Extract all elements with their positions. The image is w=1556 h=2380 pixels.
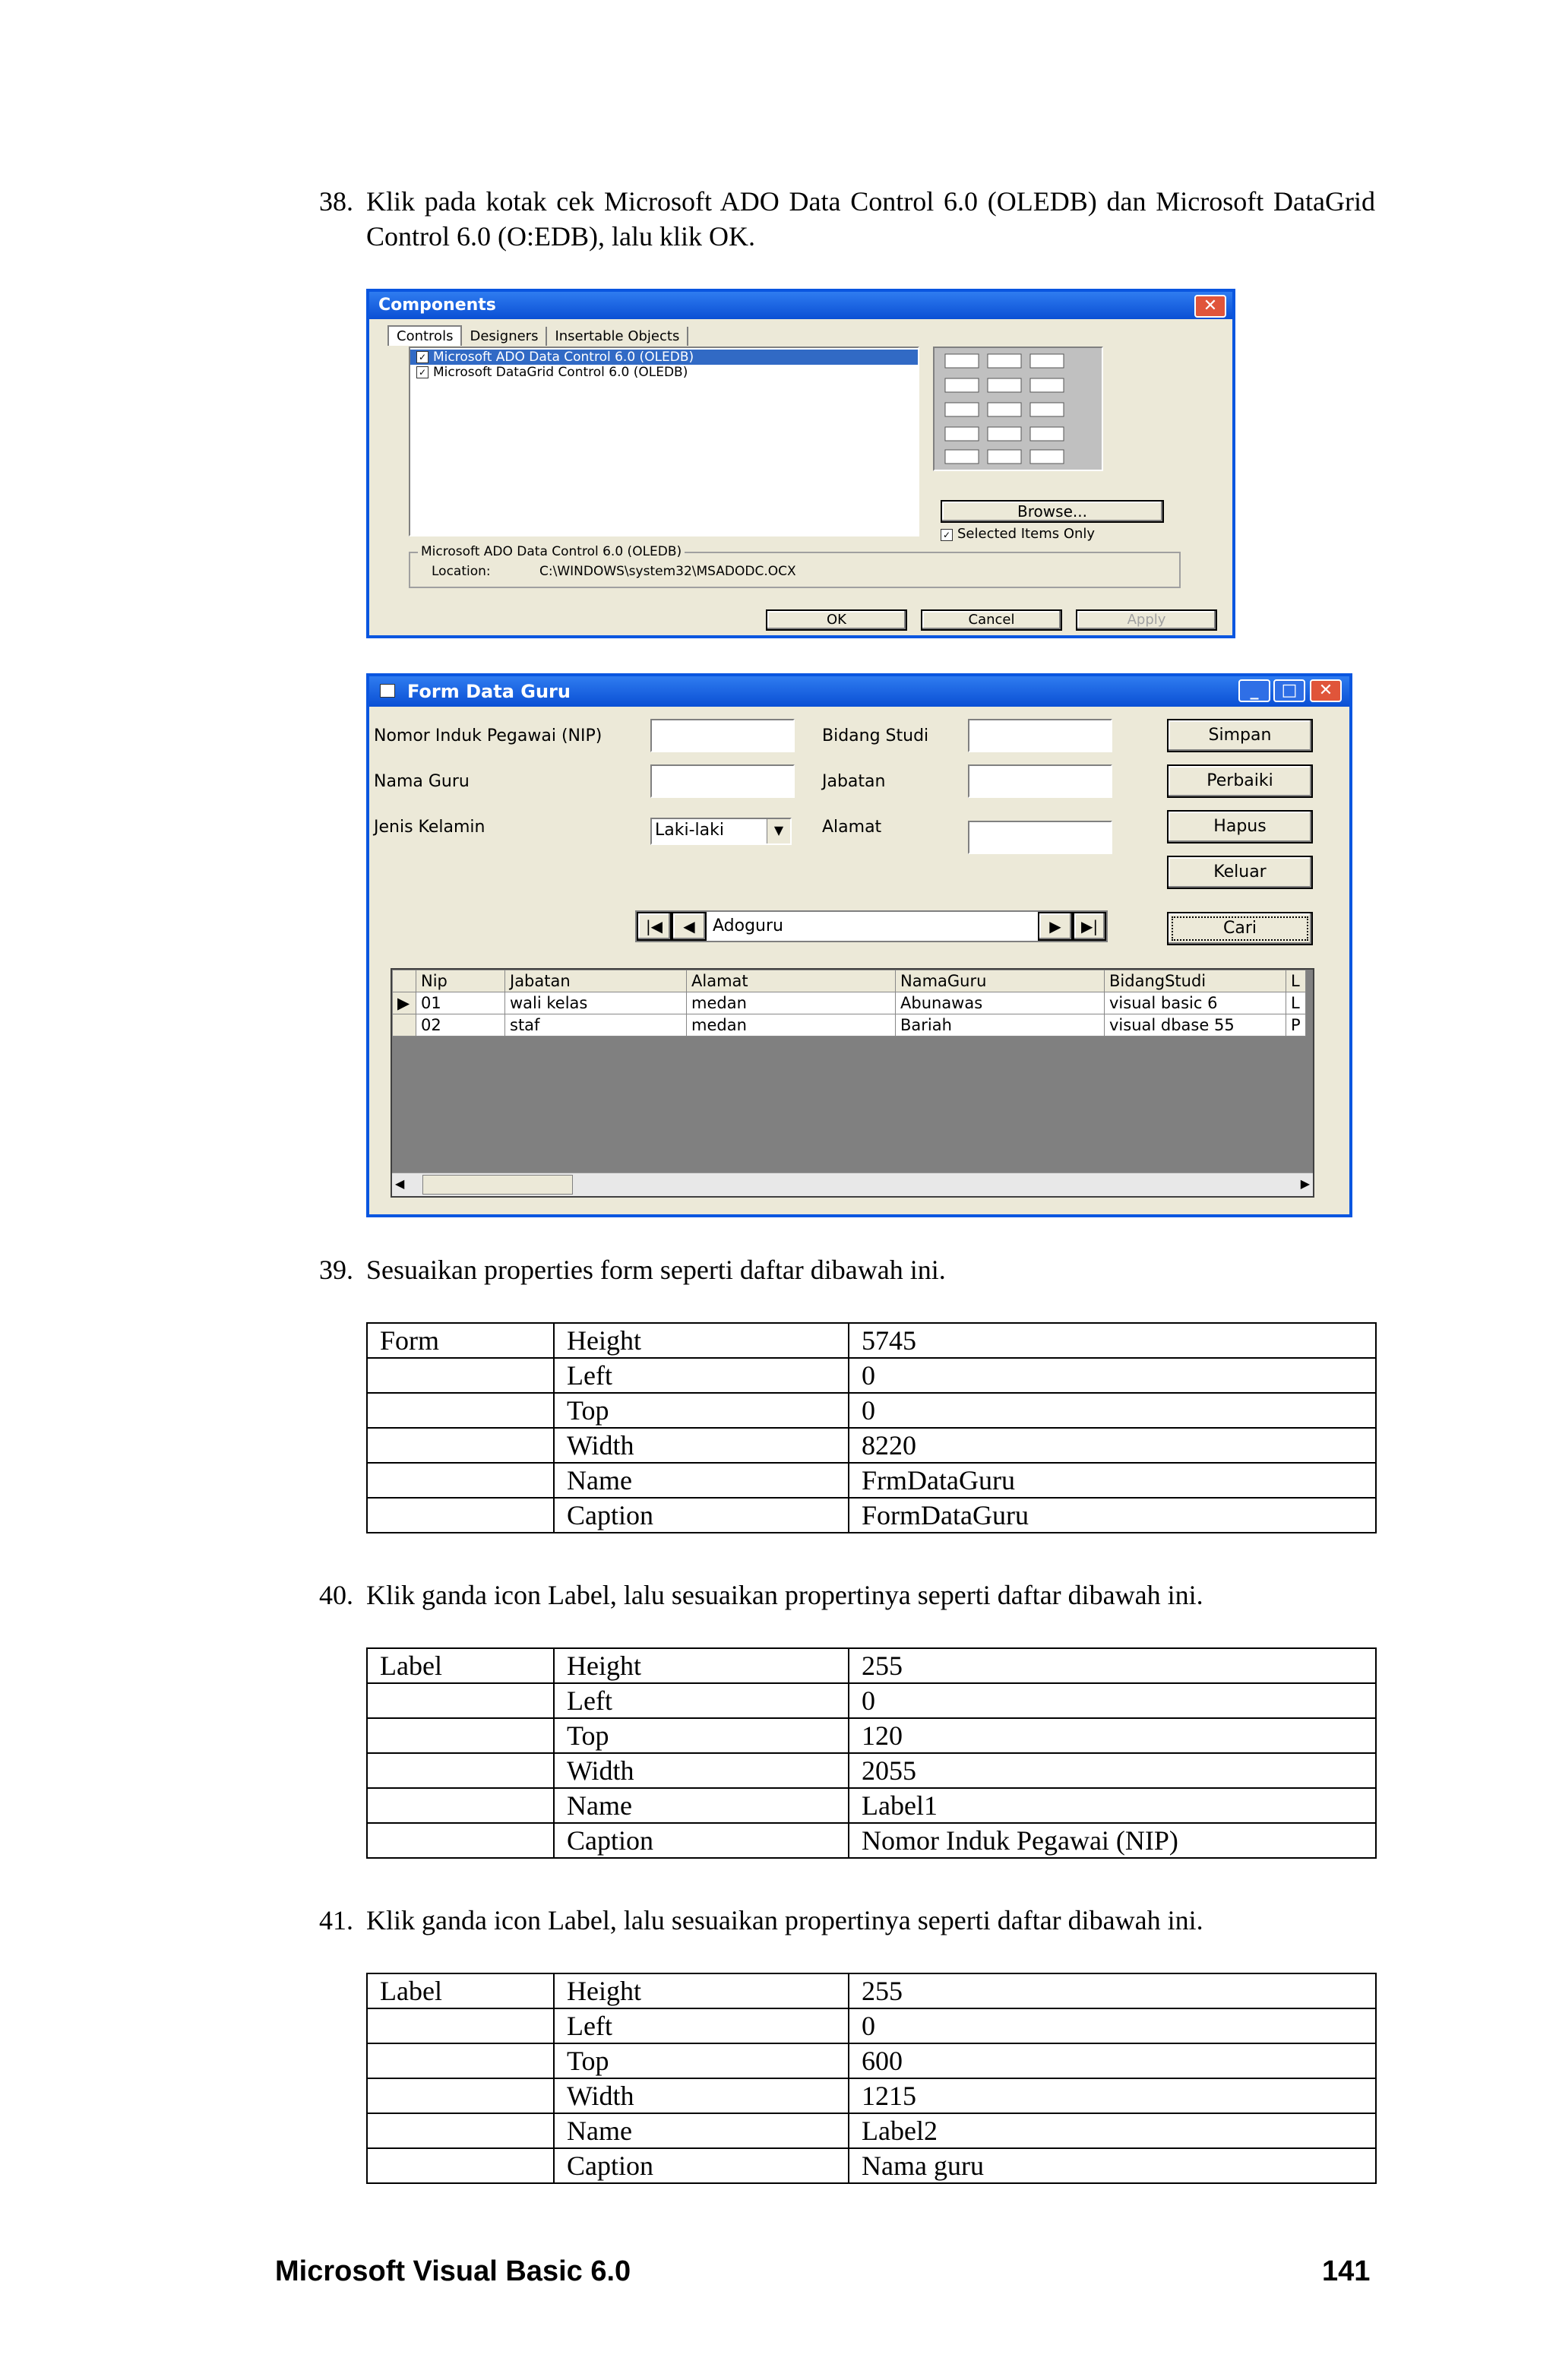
last-record-icon: ▶| [1080,917,1099,935]
jenis-kelamin-select[interactable] [650,818,792,845]
table-cell: Nomor Induk Pegawai (NIP) [849,1823,1376,1858]
grid-cell[interactable]: P [1286,1014,1306,1037]
table-row [367,1683,1376,1718]
label-nama-guru: Nama Guru [374,772,470,791]
jabatan-input[interactable] [968,764,1112,798]
table-row [367,1393,1376,1428]
table-row [367,1753,1376,1788]
table-cell: Width [554,2078,849,2113]
table-row [367,1498,1376,1533]
table-cell [367,2148,554,2183]
components-titlebar [369,292,1232,319]
form-icon [380,684,395,698]
table-cell [367,1393,554,1428]
table-cell: Height [554,1648,849,1683]
grid-cell[interactable]: L [1286,992,1306,1014]
table-row [367,2008,1376,2043]
label-jabatan: Jabatan [822,772,886,791]
grid-cell[interactable]: medan [687,992,896,1014]
table-cell: Label2 [849,2113,1376,2148]
table-cell: Name [554,1463,849,1498]
table-cell: Name [554,1788,849,1823]
location-label: Location: [432,564,491,579]
bidang-studi-input[interactable] [968,719,1112,752]
perbaiki-button[interactable]: Perbaiki [1167,764,1313,798]
grid-header-nip[interactable]: Nip [416,970,505,992]
nip-input[interactable] [650,719,795,752]
table-cell: 0 [849,1683,1376,1718]
scroll-left-icon[interactable]: ◀ [395,1176,405,1191]
adodc-navigator [635,910,1108,942]
list-item[interactable] [410,365,918,380]
label-nip: Nomor Induk Pegawai (NIP) [374,726,602,745]
step-number: 38. [319,186,353,217]
step-number: 39. [319,1255,353,1285]
selected-items-only[interactable] [941,526,1095,542]
table-row[interactable] [393,992,1306,1014]
grid-header-namaguru[interactable]: NamaGuru [896,970,1105,992]
next-record-icon: ▶ [1049,917,1061,935]
table-cell: Top [554,1393,849,1428]
selected-items-only-label: Selected Items Only [957,526,1096,542]
apply-button[interactable]: Apply [1076,609,1217,631]
grid-cell[interactable]: 02 [416,1014,505,1037]
table-cell: Label [367,1648,554,1683]
chevron-down-icon: ▼ [773,823,784,837]
list-item[interactable] [410,350,918,365]
close-icon: ✕ [1318,681,1333,700]
alamat-input[interactable] [968,821,1112,854]
table-row [367,1428,1376,1463]
table-cell: 1215 [849,2078,1376,2113]
checkbox-checked-icon[interactable]: ✓ [416,351,429,363]
grid-corner [393,970,416,992]
checkbox-checked-icon[interactable]: ✓ [416,366,429,378]
table-cell: 120 [849,1718,1376,1753]
table-cell: 255 [849,1973,1376,2008]
list-item-label: Microsoft ADO Data Control 6.0 (OLEDB) [433,350,694,365]
previous-record-icon: ◀ [683,917,695,935]
ok-button[interactable]: OK [766,609,907,631]
hapus-button[interactable]: Hapus [1167,810,1313,843]
label-alamat: Alamat [822,818,882,837]
table-row [367,1323,1376,1358]
next-record-button[interactable] [1038,912,1073,941]
step-39 [319,1252,1375,1287]
table-cell [367,1683,554,1718]
adodc-caption: Adoguru [713,916,783,935]
table-cell [367,1823,554,1858]
cari-button[interactable]: Cari [1167,912,1313,945]
table-row [367,1788,1376,1823]
grid-cell[interactable]: Bariah [896,1014,1105,1037]
table-cell: Caption [554,2148,849,2183]
step-text: Sesuaikan properties form seperti daftar dibawah ini. [366,1255,946,1285]
location-value: C:\WINDOWS\system32\MSADODC.OCX [539,564,796,579]
scroll-thumb[interactable] [422,1175,573,1195]
grid-header-bidangstudi[interactable]: BidangStudi [1105,970,1286,992]
table-cell: Caption [554,1823,849,1858]
grid-cell[interactable]: Abunawas [896,992,1105,1014]
table-cell: 0 [849,1393,1376,1428]
table-cell: 0 [849,2008,1376,2043]
label-jenis-kelamin: Jenis Kelamin [374,818,485,837]
table-cell: Top [554,2043,849,2078]
footer-title: Microsoft Visual Basic 6.0 [275,2255,631,2287]
form-properties-table [366,1322,1377,1533]
grid-header-l[interactable]: L [1286,970,1306,992]
table-cell [367,1718,554,1753]
grid-cell[interactable]: visual dbase 55 [1105,1014,1286,1037]
cancel-button[interactable]: Cancel [921,609,1062,631]
toolbox-preview [933,347,1103,471]
table-cell: 600 [849,2043,1376,2078]
table-cell: Caption [554,1498,849,1533]
table-cell [367,1753,554,1788]
table-row[interactable] [393,1014,1306,1037]
table-cell [367,1463,554,1498]
table-row [367,2113,1376,2148]
tab-designers[interactable]: Designers [462,327,547,346]
minimize-icon: _ [1250,681,1259,700]
table-cell [367,2113,554,2148]
table-cell: Width [554,1428,849,1463]
table-cell: Left [554,1358,849,1393]
table-cell: 2055 [849,1753,1376,1788]
checkbox-checked-icon[interactable]: ✓ [941,529,953,541]
table-row [367,1823,1376,1858]
grid-header-alamat[interactable]: Alamat [687,970,896,992]
table-row [367,2148,1376,2183]
row-indicator [393,1014,416,1037]
toolbox-icons [935,348,1102,470]
components-list[interactable] [409,347,919,536]
table-cell: 0 [849,1358,1376,1393]
group-title: Microsoft ADO Data Control 6.0 (OLEDB) [418,544,685,559]
table-cell: Label1 [849,1788,1376,1823]
table-cell: Left [554,1683,849,1718]
grid-cell[interactable]: medan [687,1014,896,1037]
dropdown-button[interactable] [767,819,790,843]
browse-button[interactable]: Browse... [941,500,1164,523]
table-cell [367,1358,554,1393]
table-row [367,2043,1376,2078]
grid-cell[interactable]: wali kelas [505,992,687,1014]
table-cell [367,2043,554,2078]
table-cell: Name [554,2113,849,2148]
component-info-group [409,544,1181,588]
table-cell: FormDataGuru [849,1498,1376,1533]
close-icon: ✕ [1203,296,1218,315]
horizontal-scrollbar[interactable] [392,1173,1313,1196]
table-cell: 8220 [849,1428,1376,1463]
table-row [367,1648,1376,1683]
components-title: Components [378,296,496,315]
step-text: Klik ganda icon Label, lalu sesuaikan propertinya seperti daftar dibawah ini. [366,1580,1203,1610]
table-row [367,1463,1376,1498]
step-text: Klik ganda icon Label, lalu sesuaikan propertinya seperti daftar dibawah ini. [366,1905,1203,1935]
form-titlebar [369,676,1349,707]
grid-header-row [393,970,1306,992]
table-cell: Label [367,1973,554,2008]
components-dialog [366,289,1235,638]
step-40 [319,1578,1375,1613]
table-cell: Width [554,1753,849,1788]
tab-insertable-objects[interactable]: Insertable Objects [547,327,688,346]
table-cell: Height [554,1323,849,1358]
grid-cell[interactable]: 01 [416,992,505,1014]
maximize-icon: □ [1281,681,1298,700]
table-cell: 255 [849,1648,1376,1683]
table-cell [367,2008,554,2043]
table-cell: 5745 [849,1323,1376,1358]
scroll-right-icon[interactable]: ▶ [1300,1176,1310,1191]
table-cell [367,2078,554,2113]
current-row-icon: ▶ [397,994,410,1012]
close-button[interactable] [1194,295,1226,318]
table-cell [367,1788,554,1823]
table-cell: Nama guru [849,2148,1376,2183]
first-record-icon: |◀ [645,917,663,935]
grid-header-jabatan[interactable]: Jabatan [505,970,687,992]
nama-guru-input[interactable] [650,764,795,798]
maximize-button[interactable] [1273,679,1305,702]
table-cell: Form [367,1323,554,1358]
form-title: Form Data Guru [407,681,571,702]
table-row [367,1358,1376,1393]
step-text: Klik pada kotak cek Microsoft ADO Data Control 6.0 (OLEDB) dan Microsoft DataGrid Control 6.0 (O:EDB), lalu klik OK. [366,186,1375,252]
close-button[interactable] [1310,679,1342,702]
row-indicator [393,992,416,1014]
data-grid-table [392,970,1306,1037]
table-row [367,1718,1376,1753]
label1-properties-table [366,1647,1377,1859]
step-38 [319,184,1375,254]
table-cell: Height [554,1973,849,2008]
page-number: 141 [1322,2255,1371,2287]
simpan-button[interactable]: Simpan [1167,719,1313,752]
last-record-button[interactable] [1073,912,1106,941]
step-number: 41. [319,1905,353,1935]
list-item-label: Microsoft DataGrid Control 6.0 (OLEDB) [433,365,688,380]
step-41 [319,1903,1375,1938]
table-cell [367,1428,554,1463]
form-data-guru-window [366,673,1352,1217]
data-grid[interactable] [391,968,1314,1198]
table-row [367,2078,1376,2113]
minimize-button[interactable] [1238,679,1270,702]
label2-properties-table [366,1973,1377,2184]
tab-controls[interactable]: Controls [387,325,462,346]
table-cell: Left [554,2008,849,2043]
table-cell [367,1498,554,1533]
components-tabs [387,325,688,346]
table-row [367,1973,1376,2008]
previous-record-button[interactable] [672,912,707,941]
keluar-button[interactable]: Keluar [1167,856,1313,889]
step-number: 40. [319,1580,353,1610]
table-cell: FrmDataGuru [849,1463,1376,1498]
table-cell: Top [554,1718,849,1753]
first-record-button[interactable] [637,912,672,941]
grid-cell[interactable]: staf [505,1014,687,1037]
grid-cell[interactable]: visual basic 6 [1105,992,1286,1014]
jenis-kelamin-value: Laki-laki [655,821,724,840]
label-bidang-studi: Bidang Studi [822,726,929,745]
